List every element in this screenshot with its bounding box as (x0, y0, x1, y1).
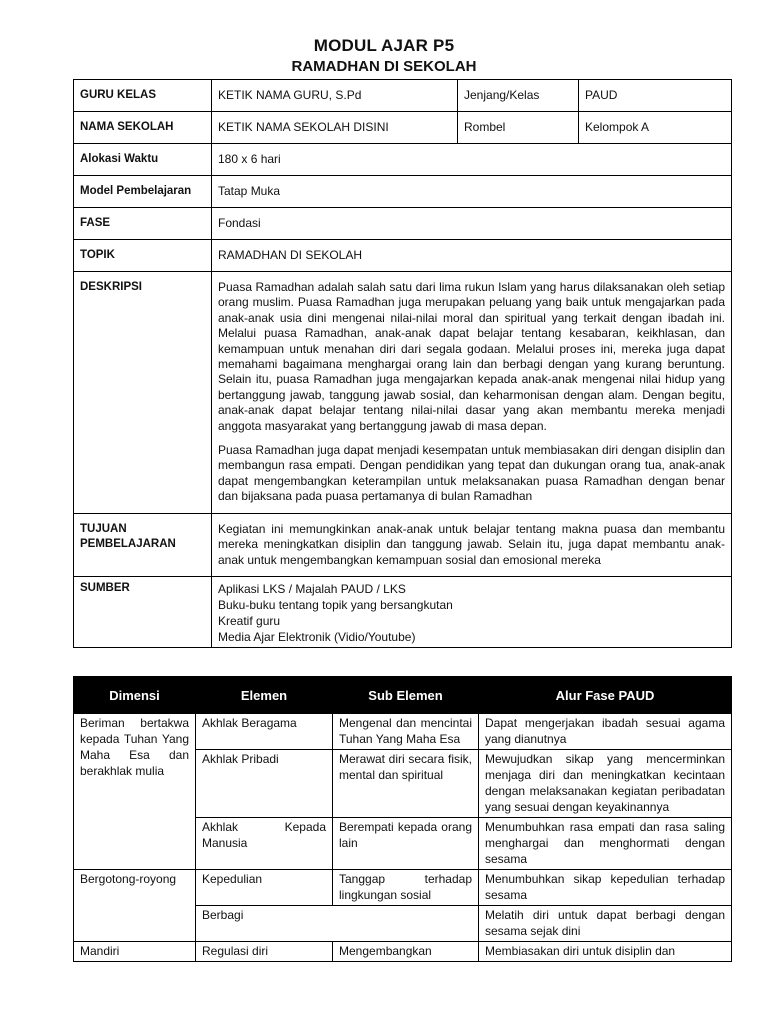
value-topik: RAMADHAN DI SEKOLAH (212, 240, 732, 272)
value-nama-sekolah: KETIK NAMA SEKOLAH DISINI (212, 112, 458, 144)
alur-cell: Mewujudkan sikap yang mencerminkan menjaga diri dan meningkatkan kecintaan dengan melaksanakan kegiatan peribadatan yang sesuai dengan keyakinannya (479, 750, 732, 818)
row-deskripsi (74, 272, 732, 514)
value-sumber (212, 576, 732, 647)
sumber-item: Aplikasi LKS / Majalah PAUD / LKS (218, 581, 406, 596)
document-title: MODUL AJAR P5 (313, 36, 455, 55)
document-subtitle: RAMADHAN DI SEKOLAH (291, 58, 477, 75)
header-elemen: Elemen (196, 677, 333, 714)
dimensi-mandiri: Mandiri (74, 942, 196, 962)
deskripsi-paragraph-1: Puasa Ramadhan adalah salah satu dari lima rukun Islam yang harus dilaksanakan oleh setiap orang muslim. Puasa Ramadhan juga merupakan peluang yang baik untuk mengajarkan pada anak-anak usia dini mengenai nilai-nilai moral dan spiritual yang terkait dengan ibadah ini. Melalui puasa Ramadhan, anak-anak dapat belajar tentang kesabaran, keikhlasan, dan kemampuan untuk menahan diri dari segala godaan. Melalui proses ini, mereka juga dapat memahami bagaimana menghargai orang lain dan berbagi dengan yang kurang beruntung. Selain itu, puasa Ramadhan juga mengajarkan kepada anak-anak mengenai nilai hidup yang bertanggung jawab, tanggung jawab sosial, dan keharmonisan dengan alam. Dengan begitu, anak-anak dapat belajar tentang nilai-nilai dasar yang akan membantu mereka menjadi anggota masyarakat yang bertanggung jawab di masa depan. (218, 280, 725, 433)
alur-cell: Menumbuhkan sikap kepedulian terhadap sesama (479, 870, 732, 906)
sumber-item: Kreatif guru (218, 613, 281, 628)
alur-cell: Membiasakan diri untuk disiplin dan (479, 942, 732, 962)
value-rombel: Kelompok A (579, 112, 732, 144)
alur-cell: Menumbuhkan rasa empati dan rasa saling menghargai dan menghormati dengan sesama (479, 818, 732, 870)
header-alur-fase: Alur Fase PAUD (479, 677, 732, 714)
dimensi-header-row (74, 677, 732, 714)
elemen-cell: Akhlak Beragama (196, 714, 333, 750)
dimensi-beriman: Beriman bertakwa kepada Tuhan Yang Maha Esa dan berakhlak mulia (74, 714, 196, 870)
header-sub-elemen: Sub Elemen (333, 677, 479, 714)
label-jenjang: Jenjang/Kelas (458, 80, 579, 112)
sub-elemen-cell: Mengenal dan mencintai Tuhan Yang Maha Esa (333, 714, 479, 750)
label-deskripsi: DESKRIPSI (74, 272, 212, 514)
row-guru-kelas (74, 80, 732, 112)
elemen-cell: Berbagi (196, 906, 479, 942)
header-dimensi: Dimensi (74, 677, 196, 714)
label-model-pembelajaran: Model Pembelajaran (74, 176, 212, 208)
alur-cell: Dapat mengerjakan ibadah sesuai agama yang dianutnya (479, 714, 732, 750)
value-fase: Fondasi (212, 208, 732, 240)
row-fase (74, 208, 732, 240)
elemen-cell: Regulasi diri (196, 942, 333, 962)
label-nama-sekolah: NAMA SEKOLAH (74, 112, 212, 144)
label-tujuan: TUJUAN PEMBELAJARAN (74, 513, 212, 576)
sub-elemen-cell: Tanggap terhadap lingkungan sosial (333, 870, 479, 906)
row-topik (74, 240, 732, 272)
row-tujuan (74, 513, 732, 576)
value-alokasi-waktu: 180 x 6 hari (212, 144, 732, 176)
elemen-cell: Akhlak Pribadi (196, 750, 333, 818)
label-guru-kelas: GURU KELAS (74, 80, 212, 112)
label-topik: TOPIK (74, 240, 212, 272)
row-model-pembelajaran (74, 176, 732, 208)
deskripsi-paragraph-2: Puasa Ramadhan juga dapat menjadi kesempatan untuk membiasakan diri dengan disiplin dan membangun rasa empati. Dengan pendidikan yang tepat dan dukungan orang tua, anak-anak dapat mengembangkan keterampilan untuk melaksanakan puasa Ramadhan dengan benar dan bijaksana pada puasa pertamanya di bulan Ramadhan (218, 443, 725, 504)
sumber-item: Media Ajar Elektronik (Vidio/Youtube) (218, 629, 416, 644)
row-alokasi-waktu (74, 144, 732, 176)
label-alokasi-waktu: Alokasi Waktu (74, 144, 212, 176)
label-fase: FASE (74, 208, 212, 240)
module-info-table (73, 79, 732, 648)
sub-elemen-cell: Merawat diri secara fisik, mental dan spiritual (333, 750, 479, 818)
sub-elemen-cell: Berempati kepada orang lain (333, 818, 479, 870)
table-row (74, 714, 732, 750)
row-nama-sekolah (74, 112, 732, 144)
dimensi-table (73, 676, 732, 962)
value-model-pembelajaran: Tatap Muka (212, 176, 732, 208)
sub-elemen-cell: Mengembangkan (333, 942, 479, 962)
elemen-cell: Akhlak Kepada Manusia (196, 818, 333, 870)
sumber-item: Buku-buku tentang topik yang bersangkutan (218, 597, 453, 612)
value-guru-kelas: KETIK NAMA GURU, S.Pd (212, 80, 458, 112)
row-sumber (74, 576, 732, 647)
table-row (74, 942, 732, 962)
label-sumber: SUMBER (74, 576, 212, 647)
value-jenjang: PAUD (579, 80, 732, 112)
dimensi-gotong-royong: Bergotong-royong (74, 870, 196, 942)
value-tujuan: Kegiatan ini memungkinkan anak-anak untuk belajar tentang makna puasa dan membantu mereka meningkatkan disiplin dan tanggung jawab. Selain itu, juga dapat membantu anak-anak untuk mengembangkan kemampuan sosial dan emosional mereka (212, 513, 732, 576)
alur-cell: Melatih diri untuk dapat berbagi dengan sesama sejak dini (479, 906, 732, 942)
value-deskripsi (212, 272, 732, 514)
table-row (74, 870, 732, 906)
label-rombel: Rombel (458, 112, 579, 144)
elemen-cell: Kepedulian (196, 870, 333, 906)
